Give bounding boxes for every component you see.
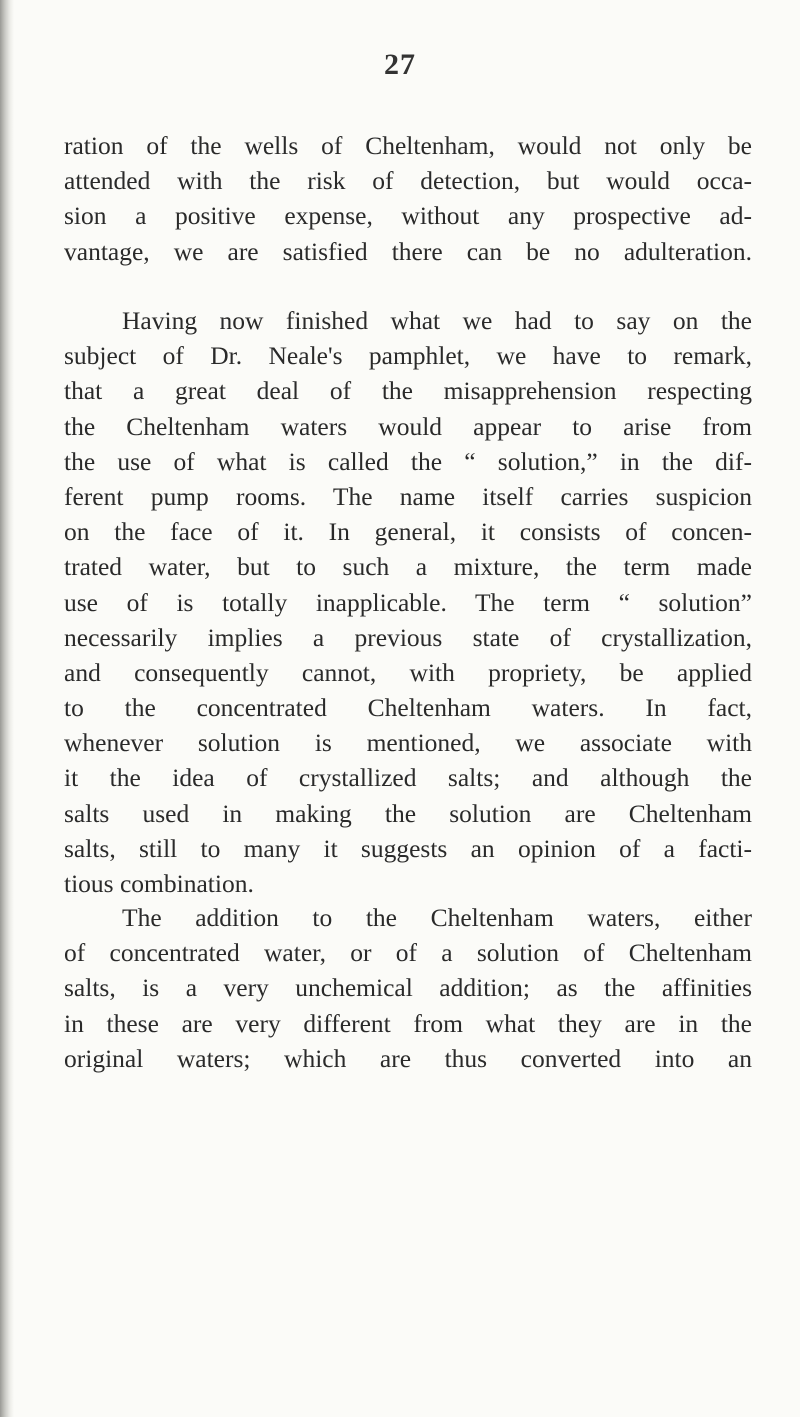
- paragraph-1: [64, 128, 752, 269]
- page-gutter-shadow: [0, 0, 14, 1417]
- text-line: ferent pump rooms. The name itself carries suspicion: [64, 481, 752, 511]
- text-line: trated water, but to such a mixture, the term made: [64, 552, 752, 582]
- text-line: necessarily implies a previous state of crystallization,: [64, 622, 752, 652]
- text-line: sion a positive expense, without any prospective ad-: [64, 201, 752, 231]
- paragraph-3: [64, 900, 752, 1076]
- text-line: vantage, we are satisfied there can be no adulteration.: [64, 236, 752, 266]
- text-line: The addition to the Cheltenham waters, either: [122, 903, 752, 932]
- text-line: Having now finished what we had to say on the: [122, 306, 752, 335]
- text-line: and consequently cannot, with propriety, be applied: [64, 657, 752, 687]
- text-line: use of is totally inapplicable. The term “ solution”: [64, 587, 752, 617]
- text-line: the Cheltenham waters would appear to arise from: [64, 411, 752, 441]
- text-line: ration of the wells of Cheltenham, would not only be: [64, 131, 752, 160]
- text-line: to the concentrated Cheltenham waters. In fact,: [64, 693, 752, 723]
- text-line: salts, is a very unchemical addition; as the affinities: [64, 973, 752, 1003]
- paragraph-2: [64, 303, 752, 901]
- text-line: original waters; which are thus converted into an: [64, 1043, 752, 1073]
- text-line: on the face of it. In general, it consists of concen-: [64, 517, 752, 547]
- page-number: 27: [384, 48, 416, 81]
- text-line: in these are very different from what they are in the: [64, 1008, 752, 1038]
- text-line: salts used in making the solution are Cheltenham: [64, 798, 752, 828]
- text-line: attended with the risk of detection, but would occa-: [64, 166, 752, 196]
- text-line: that a great deal of the misapprehension respecting: [64, 376, 752, 406]
- text-line: it the idea of crystallized salts; and although the: [64, 763, 752, 793]
- text-line: subject of Dr. Neale's pamphlet, we have to remark,: [64, 341, 752, 371]
- text-line: salts, still to many it suggests an opinion of a facti-: [64, 833, 752, 863]
- text-line: of concentrated water, or of a solution of Cheltenham: [64, 938, 752, 968]
- text-line: tious combination.: [64, 869, 254, 898]
- text-line: whenever solution is mentioned, we associate with: [64, 728, 752, 758]
- text-line: the use of what is called the “ solution,” in the dif-: [64, 446, 752, 476]
